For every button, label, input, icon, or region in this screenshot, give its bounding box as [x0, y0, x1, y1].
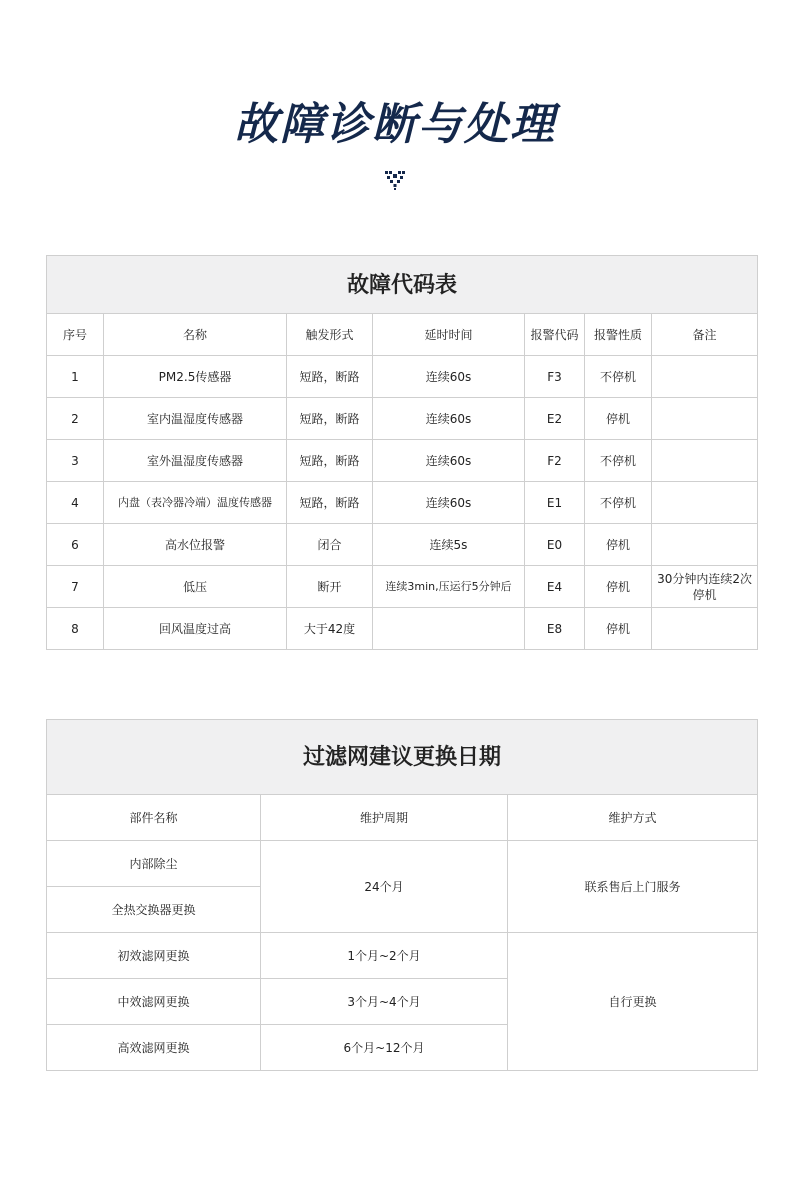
table-cell: 高水位报警 — [104, 524, 287, 566]
table-cell: 低压 — [104, 566, 287, 608]
table-cell: 回风温度过高 — [104, 608, 287, 650]
table-cell: 连续60s — [373, 398, 525, 440]
chevron-down-icon — [385, 169, 405, 191]
column-header: 报警代码 — [525, 314, 585, 356]
table-row — [47, 524, 758, 566]
table-cell: 连续3min,压运行5分钟后 — [373, 566, 525, 608]
table-cell: 短路，断路 — [287, 482, 373, 524]
table-cell: 闭合 — [287, 524, 373, 566]
period-cell: 1个月~2个月 — [261, 933, 508, 979]
table-cell: 短路，断路 — [287, 356, 373, 398]
table-cell: 8 — [47, 608, 104, 650]
table-row — [47, 608, 758, 650]
table-cell: E2 — [525, 398, 585, 440]
table-cell: E1 — [525, 482, 585, 524]
table-cell: E4 — [525, 566, 585, 608]
table-row — [47, 398, 758, 440]
table-cell — [652, 524, 758, 566]
column-header: 维护周期 — [261, 795, 508, 841]
method-cell: 自行更换 — [508, 933, 758, 1071]
table-row — [47, 933, 758, 979]
column-header: 报警性质 — [585, 314, 652, 356]
table-header-row — [47, 314, 758, 356]
part-name-cell: 初效滤网更换 — [47, 933, 261, 979]
table-cell: 不停机 — [585, 356, 652, 398]
table-row — [47, 482, 758, 524]
table-cell: 4 — [47, 482, 104, 524]
column-header: 延时时间 — [373, 314, 525, 356]
table-cell: 停机 — [585, 524, 652, 566]
period-cell: 3个月~4个月 — [261, 979, 508, 1025]
column-header: 触发形式 — [287, 314, 373, 356]
table-cell: E0 — [525, 524, 585, 566]
period-cell: 6个月~12个月 — [261, 1025, 508, 1071]
table-cell: 不停机 — [585, 482, 652, 524]
column-header: 维护方式 — [508, 795, 758, 841]
column-header: 部件名称 — [47, 795, 261, 841]
table-row — [47, 356, 758, 398]
table-cell: 停机 — [585, 608, 652, 650]
part-name-cell: 中效滤网更换 — [47, 979, 261, 1025]
table-cell: 内盘（表冷器冷端）温度传感器 — [104, 482, 287, 524]
table-cell: 2 — [47, 398, 104, 440]
table-cell: 1 — [47, 356, 104, 398]
table-cell: 停机 — [585, 566, 652, 608]
fault-code-table — [46, 255, 758, 650]
table-cell: 7 — [47, 566, 104, 608]
table-row — [47, 841, 758, 887]
table-cell: 不停机 — [585, 440, 652, 482]
table-cell: 短路，断路 — [287, 398, 373, 440]
table-cell — [652, 440, 758, 482]
table-cell: 断开 — [287, 566, 373, 608]
table-row — [47, 566, 758, 608]
table-cell: 连续60s — [373, 482, 525, 524]
table-cell: 短路，断路 — [287, 440, 373, 482]
table-cell: F3 — [525, 356, 585, 398]
table-cell — [652, 356, 758, 398]
method-cell: 联系售后上门服务 — [508, 841, 758, 933]
column-header: 名称 — [104, 314, 287, 356]
part-name-cell: 全热交换器更换 — [47, 887, 261, 933]
table-cell: 连续5s — [373, 524, 525, 566]
table-cell: 大于42度 — [287, 608, 373, 650]
table-cell: 6 — [47, 524, 104, 566]
table-cell — [373, 608, 525, 650]
table-cell — [652, 482, 758, 524]
table-cell: 3 — [47, 440, 104, 482]
table-caption: 故障代码表 — [47, 256, 758, 314]
table-cell: 室外温湿度传感器 — [104, 440, 287, 482]
table-cell: PM2.5传感器 — [104, 356, 287, 398]
table-cell: 停机 — [585, 398, 652, 440]
table-header-row — [47, 795, 758, 841]
filter-replacement-table — [46, 719, 758, 1071]
column-header: 序号 — [47, 314, 104, 356]
table-row — [47, 440, 758, 482]
table-cell: F2 — [525, 440, 585, 482]
table-caption: 过滤网建议更换日期 — [47, 720, 758, 795]
table-cell: E8 — [525, 608, 585, 650]
period-cell: 24个月 — [261, 841, 508, 933]
table-cell: 连续60s — [373, 440, 525, 482]
table-cell: 30分钟内连续2次停机 — [652, 566, 758, 608]
table-cell: 连续60s — [373, 356, 525, 398]
table-cell: 室内温湿度传感器 — [104, 398, 287, 440]
part-name-cell: 高效滤网更换 — [47, 1025, 261, 1071]
table-cell — [652, 608, 758, 650]
column-header: 备注 — [652, 314, 758, 356]
page-title: 故障诊断与处理 — [234, 99, 556, 150]
table-cell — [652, 398, 758, 440]
part-name-cell: 内部除尘 — [47, 841, 261, 887]
